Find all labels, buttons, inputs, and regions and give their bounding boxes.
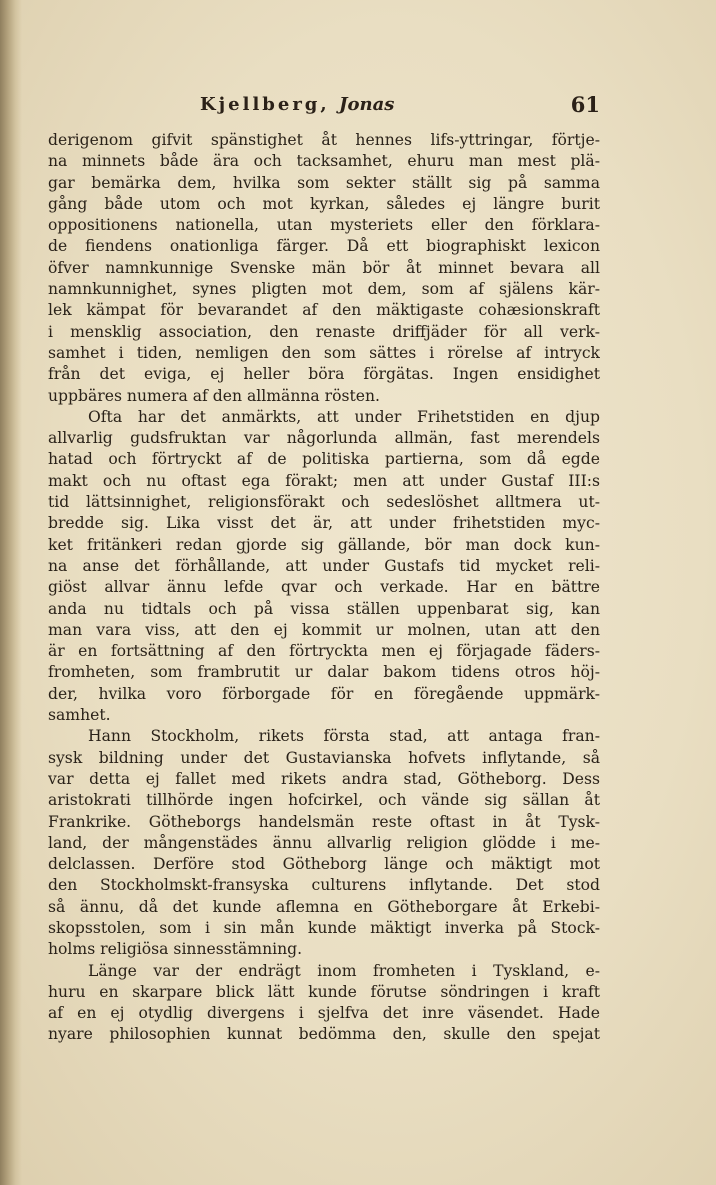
text-line: man vara viss, att den ej kommit ur molnen, utan att den (48, 620, 600, 639)
text-line: nyare philosophien kunnat bedömma den, skulle den spejat (48, 1025, 600, 1044)
text-line: gång både utom och mot kyrkan, således ej längre burit (48, 194, 600, 213)
text-line: namnkunnighet, synes pligten mot dem, som af själens kär- (48, 280, 600, 299)
text-line: öfver namnkunnige Svenske män bör åt minnet bevara all (48, 258, 600, 277)
page-header (48, 94, 600, 120)
text-line: na anse det förhållande, att under Gustafs tid mycket reli- (48, 556, 600, 575)
text-line: i mensklig association, den renaste driffjäder för all verk- (48, 322, 600, 341)
text-line: makt och nu oftast ega förakt; men att under Gustaf III:s (48, 471, 600, 490)
text-line: der, hvilka voro förborgade för en föregående uppmärk- (48, 684, 600, 703)
text-line: från det eviga, ej heller böra förgätas. Ingen ensidighet (48, 365, 600, 384)
text-line: sysk bildning under det Gustavianska hofvets inflytande, så (48, 748, 600, 767)
page-number: 61 (570, 92, 600, 117)
text-line: var detta ej fallet med rikets andra stad, Götheborg. Dess (48, 769, 600, 788)
text-line: allvarlig gudsfruktan var någorlunda allmän, fast merendels (48, 429, 600, 448)
text-line: huru en skarpare blick lätt kunde förutse söndringen i kraft (48, 982, 600, 1001)
text-line: holms religiösa sinnesstämning. (48, 940, 303, 959)
running-head-name: Kjellberg, (200, 94, 330, 115)
running-head (200, 94, 394, 115)
text-line: de fiendens onationliga färger. Då ett biographiskt lexicon (48, 237, 600, 256)
running-head-given-name: Jonas (338, 94, 395, 115)
page-gutter-shadow (0, 0, 22, 1185)
text-line: derigenom gifvit spänstighet åt hennes lifs-yttringar, förtje- (48, 131, 600, 149)
text-line: na minnets både ära och tacksamhet, ehuru man mest plä- (48, 152, 600, 171)
text-line: Ofta har det anmärkts, att under Frihetstiden en djup (88, 407, 600, 426)
text-line: giöst allvar ännu lefde qvar och verkade. Har en bättre (48, 578, 600, 597)
text-line: anda nu tidtals och på vissa ställen uppenbarat sig, kan (48, 599, 600, 618)
text-line: samhet. (48, 706, 111, 725)
text-line: bredde sig. Lika visst det är, att under frihetstiden myc- (48, 514, 600, 533)
text-line: gar bemärka dem, hvilka som sekter ställt sig på samma (48, 173, 600, 192)
text-line: den Stockholmskt-fransyska culturens inflytande. Det stod (48, 876, 600, 895)
text-line: Länge var der endrägt inom fromheten i Tyskland, e- (88, 961, 600, 980)
text-line: är en fortsättning af den förtryckta men ej förjagade fäders- (48, 642, 600, 661)
text-line: hatad och förtryckt af de politiska partierna, som då egde (48, 450, 600, 469)
text-line: land, der mångenstädes ännu allvarlig religion glödde i me- (48, 833, 600, 852)
text-line: så ännu, då det kunde aflemna en Götheborgare åt Erkebi- (48, 897, 600, 916)
text-line: ket fritänkeri redan gjorde sig gällande, bör man dock kun- (48, 535, 600, 554)
text-line: Frankrike. Götheborgs handelsmän reste oftast in åt Tysk- (48, 812, 600, 831)
text-line: fromheten, som frambrutit ur dalar bakom tidens otros höj- (48, 663, 600, 682)
body-text (48, 130, 600, 1046)
text-line: lek kämpat för bevarandet af den mäktigaste cohæsionskraft (48, 301, 600, 320)
text-line: skopsstolen, som i sin mån kunde mäktigt inverka på Stock- (48, 918, 600, 937)
text-line: samhet i tiden, nemligen den som sättes i rörelse af intryck (48, 343, 600, 362)
text-line: aristokrati tillhörde ingen hofcirkel, och vände sig sällan åt (48, 791, 600, 810)
text-line: af en ej otydlig divergens i sjelfva det inre väsendet. Hade (48, 1004, 600, 1023)
text-line: tid lättsinnighet, religionsförakt och sedeslöshet alltmera ut- (48, 493, 600, 512)
text-line: Hann Stockholm, rikets första stad, att antaga fran- (88, 727, 600, 746)
text-line: delclassen. Derföre stod Götheborg länge och mäktigt mot (48, 855, 600, 874)
text-line: uppbäres numera af den allmänna rösten. (48, 386, 381, 405)
text-line: oppositionens nationella, utan mysteriets eller den förklara- (48, 216, 600, 235)
